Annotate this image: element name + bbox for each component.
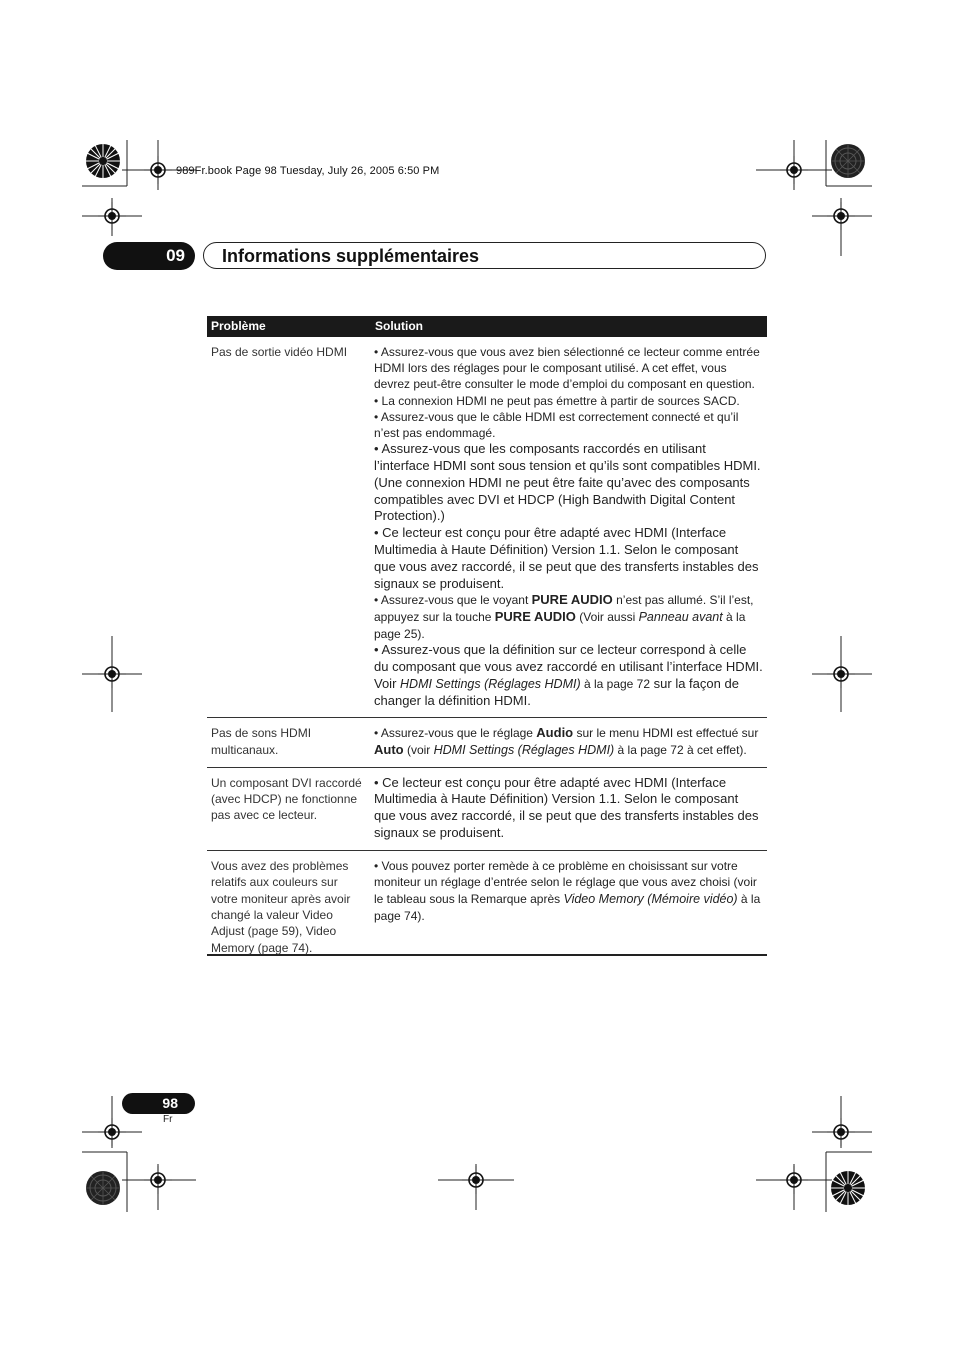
table-row (207, 718, 767, 767)
table-row (207, 337, 767, 718)
solution-item: • Ce lecteur est conçu pour être adapté avec HDMI (Interface Multimedia à Haute Définition) Version 1.1. Selon le composant que vous avez raccordé, il se peut que des transferts instables des signaux se produisent. (374, 774, 759, 840)
solution-cell (374, 718, 767, 766)
rosette-icon (85, 1170, 121, 1206)
solution-item: • La connexion HDMI ne peut pas émettre à partir de sources SACD. (374, 393, 740, 408)
problem-cell: Vous avez des problèmes relatifs aux couleurs sur votre moniteur après avoir changé la valeur Video Adjust (page 59), Video Memory (page 74). (211, 858, 351, 955)
table-row (207, 851, 767, 956)
problem-cell: Pas de sons HDMI multicanaux. (211, 726, 312, 757)
rosette-icon (830, 143, 866, 179)
crosshair-circle-icon (144, 156, 172, 184)
crosshair-circle-icon (827, 660, 855, 688)
crosshair-circle-icon (98, 660, 126, 688)
solution-item: • Assurez-vous que les composants raccordés en utilisant l’interface HDMI sont sous tension et qu’ils sont compatibles HDMI. (Une connexion HDMI ne peut être faite qu’avec des composants compatibles avec DVI et HDCP (High Bandwith Digital Content Protection).) (374, 441, 761, 524)
rosette-icon (85, 143, 121, 179)
solution-item: • Assurez-vous que la définition sur ce lecteur correspond à celle du composant que vous avez raccordé en utilisant l’interface HDMI. Voir HDMI Settings (Réglages HDMI) à la page 72 sur la façon de changer la définition HDMI. (374, 642, 763, 708)
solution-cell (374, 768, 767, 850)
troubleshooting-table (207, 316, 767, 956)
crosshair-circle-icon (98, 202, 126, 230)
crosshair-circle-icon (827, 202, 855, 230)
rosette-icon (830, 1170, 866, 1206)
crosshair-circle-icon (462, 1166, 490, 1194)
solution-cell (374, 851, 767, 932)
solution-item: • Assurez-vous que vous avez bien sélectionné ce lecteur comme entrée HDMI lors des réglages pour le composant utilisé. A cet effet, vous devrez peut-être consulter le mode d’emploi du composant en question. (374, 345, 760, 392)
chapter-number-badge: 09 (103, 242, 195, 270)
crosshair-circle-icon (780, 156, 808, 184)
page-number-badge: 98 (122, 1093, 195, 1114)
crosshair-circle-icon (144, 1166, 172, 1194)
crosshair-circle-icon (780, 1166, 808, 1194)
table-row (207, 768, 767, 851)
solution-item: • Assurez-vous que le voyant PURE AUDIO n’est pas allumé. S’il l’est, appuyez sur la touche PURE AUDIO (Voir aussi Panneau avant à la page 25). (374, 592, 754, 641)
file-info: 989Fr.book Page 98 Tuesday, July 26, 2005 6:50 PM (176, 165, 440, 177)
crosshair-circle-icon (98, 1118, 126, 1146)
solution-cell (374, 337, 767, 717)
solution-item: • Ce lecteur est conçu pour être adapté avec HDMI (Interface Multimedia à Haute Définition) Version 1.1. Selon le composant que vous avez raccordé, il se peut que des transferts instables des signaux se produisent. (374, 525, 759, 591)
solution-item: • Assurez-vous que le câble HDMI est correctement connecté et qu’il n’est pas endommagé. (374, 409, 739, 441)
solution-item: • Vous pouvez porter remède à ce problème en choisissant sur votre moniteur un réglage d’entrée selon le réglage que vous avez choisi (voir le tableau sous la Remarque après Video Memory (Mémoire vidéo) à la page 74). (374, 858, 761, 923)
problem-cell: Pas de sortie vidéo HDMI (211, 345, 348, 359)
problem-cell: Un composant DVI raccordé (avec HDCP) ne fonctionne pas avec ce lecteur. (211, 775, 362, 823)
crosshair-circle-icon (827, 1118, 855, 1146)
page-language: Fr (163, 1114, 173, 1125)
header-solution: Solution (375, 319, 423, 333)
header-problem: Problème (211, 319, 266, 333)
chapter-title: Informations supplémentaires (222, 246, 480, 266)
table-header (207, 316, 767, 337)
solution-item: • Assurez-vous que le réglage Audio sur le menu HDMI est effectué sur Auto (voir HDMI Settings (Réglages HDMI) à la page 72 à cet effet). (374, 725, 759, 757)
